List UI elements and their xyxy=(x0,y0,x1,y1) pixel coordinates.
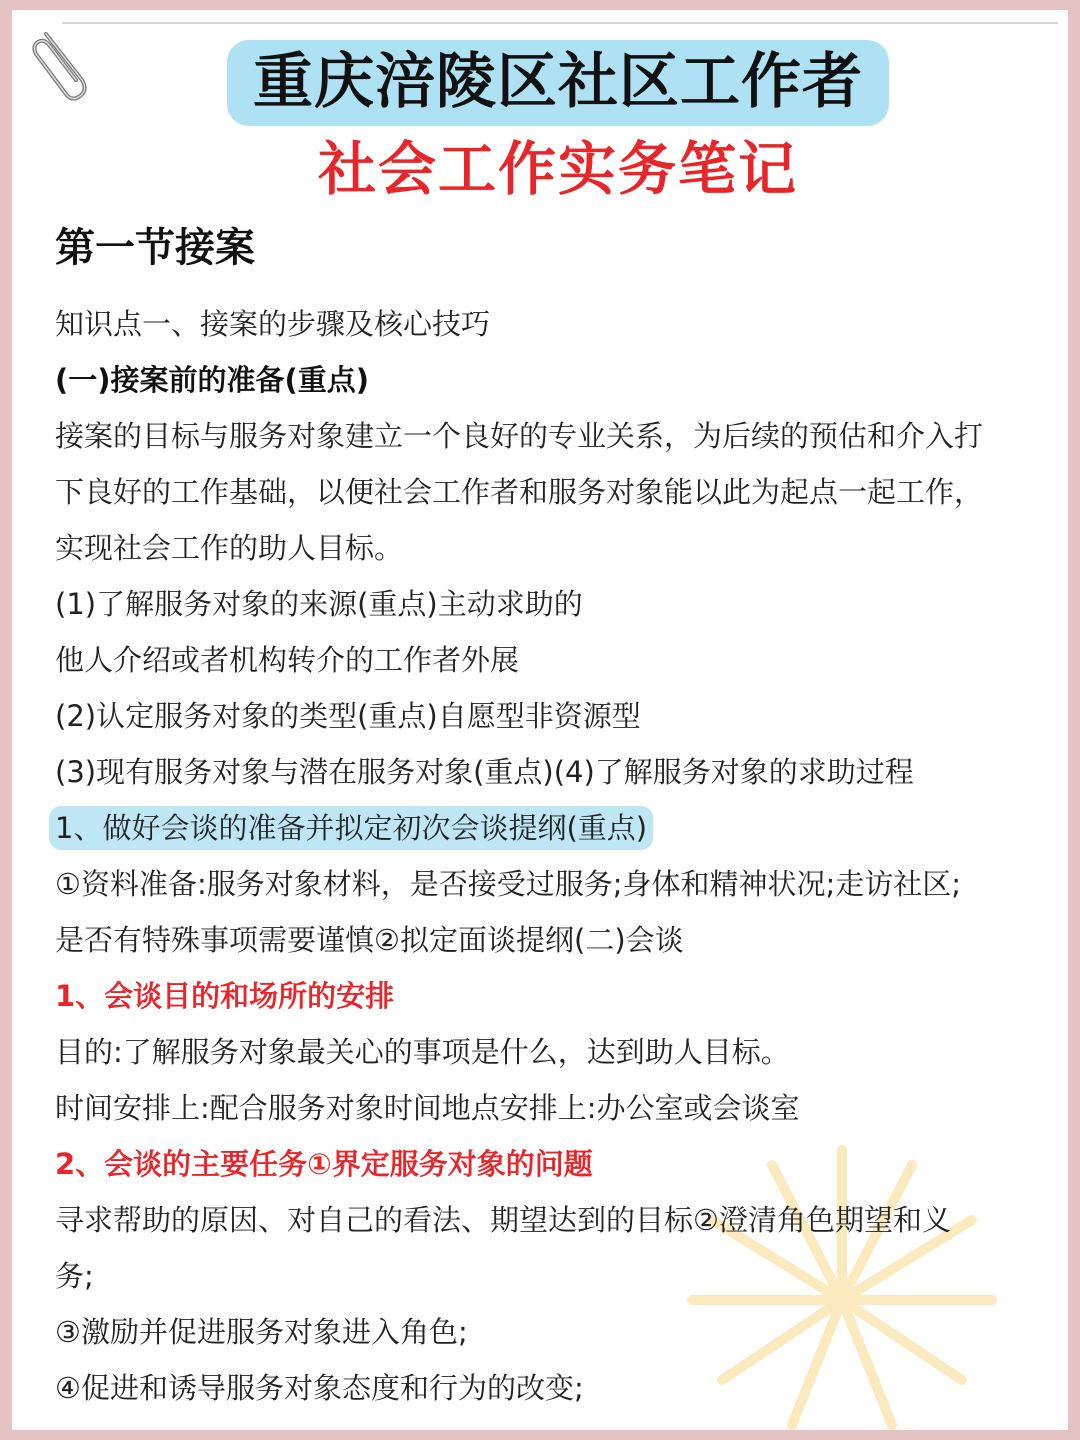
body-line: (1)了解服务对象的来源(重点)主动求助的 xyxy=(55,587,583,621)
body-line: 是否有特殊事项需要谨慎②拟定面谈提纲(二)会谈 xyxy=(55,923,684,957)
body-line: ①资料准备:服务对象材料，是否接受过服务;身体和精神状况;走访社区; xyxy=(55,867,962,901)
red-heading: 2、会谈的主要任务①界定服务对象的问题 xyxy=(55,1147,593,1181)
body-line: 务; xyxy=(55,1259,94,1293)
note-page xyxy=(12,10,1068,1430)
body-line: 下良好的工作基础，以便社会工作者和服务对象能以此为起点一起工作， xyxy=(55,475,984,509)
top-divider xyxy=(62,22,1058,24)
red-heading: 1、会谈目的和场所的安排 xyxy=(55,979,395,1013)
knowledge-point: 知识点一、接案的步骤及核心技巧 xyxy=(55,307,491,341)
body-line: 实现社会工作的助人目标。 xyxy=(55,531,404,565)
body-line: ③激励并促进服务对象进入角色; xyxy=(55,1315,468,1349)
body-line: 时间安排上:配合服务对象时间地点安排上:办公室或会谈室 xyxy=(55,1091,800,1125)
highlighted-item: 1、做好会谈的准备并拟定初次会谈提纲(重点) xyxy=(49,806,653,850)
body-line: 他人介绍或者机构转介的工作者外展 xyxy=(55,643,520,677)
section-heading: 第一节接案 xyxy=(55,225,255,271)
body-line: (3)现有服务对象与潜在服务对象(重点)(4)了解服务对象的求助过程 xyxy=(55,755,914,789)
subsection-heading: (一)接案前的准备(重点) xyxy=(55,363,370,397)
body-line: 寻求帮助的原因、对自己的看法、期望达到的目标②澄清角色期望和义 xyxy=(55,1203,951,1237)
body-line: 接案的目标与服务对象建立一个良好的专业关系，为后续的预估和介入打 xyxy=(55,419,984,453)
highlighted-item-line xyxy=(55,800,1045,856)
body-line: 目的:了解服务对象最关心的事项是什么，达到助人目标。 xyxy=(55,1035,790,1069)
body-line: (2)认定服务对象的类型(重点)自愿型非资源型 xyxy=(55,699,641,733)
page-title: 重庆涪陵区社区工作者 xyxy=(227,40,889,126)
note-content xyxy=(55,220,1045,1416)
page-subtitle: 社会工作实务笔记 xyxy=(317,135,798,203)
body-line: ④促进和诱导服务对象态度和行为的改变; xyxy=(55,1371,584,1405)
